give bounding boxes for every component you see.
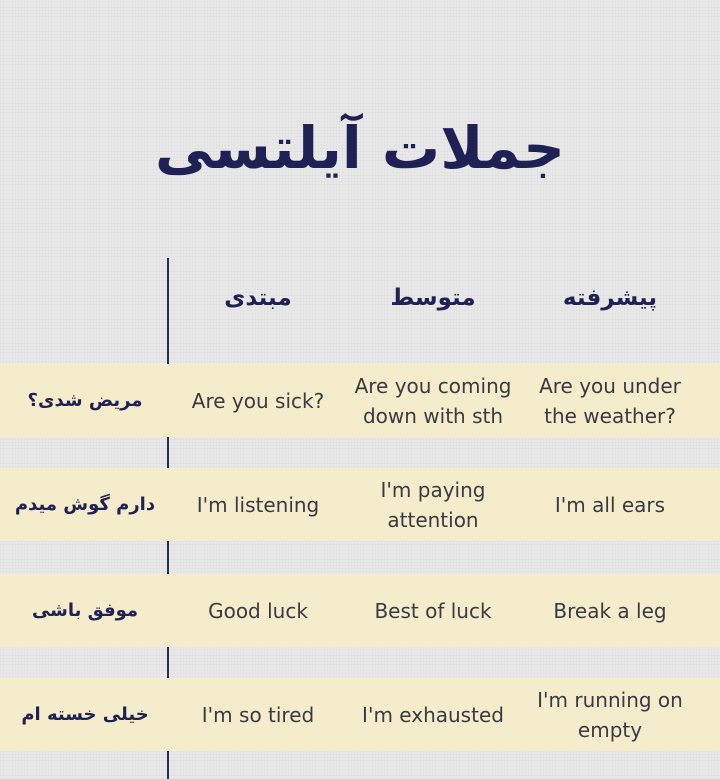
row-persian-label: خیلی خسته ام bbox=[21, 704, 149, 725]
row-persian-label: دارم گوش میدم bbox=[14, 494, 156, 515]
cell-beginner: Are you sick? bbox=[191, 388, 325, 413]
cell-advanced: I'm running on empty bbox=[537, 687, 683, 742]
cell-advanced: Are you under the weather? bbox=[539, 373, 681, 428]
cell-advanced: Break a leg bbox=[553, 598, 667, 623]
cell-advanced: I'm all ears bbox=[554, 492, 666, 517]
table-row bbox=[0, 678, 720, 751]
cell-intermediate: Are you coming down with sth bbox=[354, 373, 512, 428]
row-persian-label: مریض شدی؟ bbox=[27, 390, 143, 411]
cell-beginner: I'm so tired bbox=[201, 702, 315, 727]
header-intermediate: متوسط bbox=[390, 285, 476, 311]
cell-intermediate: I'm paying attention bbox=[380, 477, 486, 532]
cell-beginner: I'm listening bbox=[196, 492, 320, 517]
cell-intermediate: I'm exhausted bbox=[362, 702, 504, 727]
row-persian-label: موفق باشی bbox=[31, 600, 139, 621]
table-row bbox=[0, 574, 720, 647]
table-row bbox=[0, 468, 720, 541]
table-row bbox=[0, 364, 720, 437]
cell-intermediate: Best of luck bbox=[374, 598, 492, 623]
header-beginner: مبتدی bbox=[224, 285, 292, 311]
cell-beginner: Good luck bbox=[208, 598, 308, 623]
page-title: جملات آیلتسی bbox=[155, 114, 565, 182]
header-advanced: پیشرفته bbox=[562, 285, 658, 311]
